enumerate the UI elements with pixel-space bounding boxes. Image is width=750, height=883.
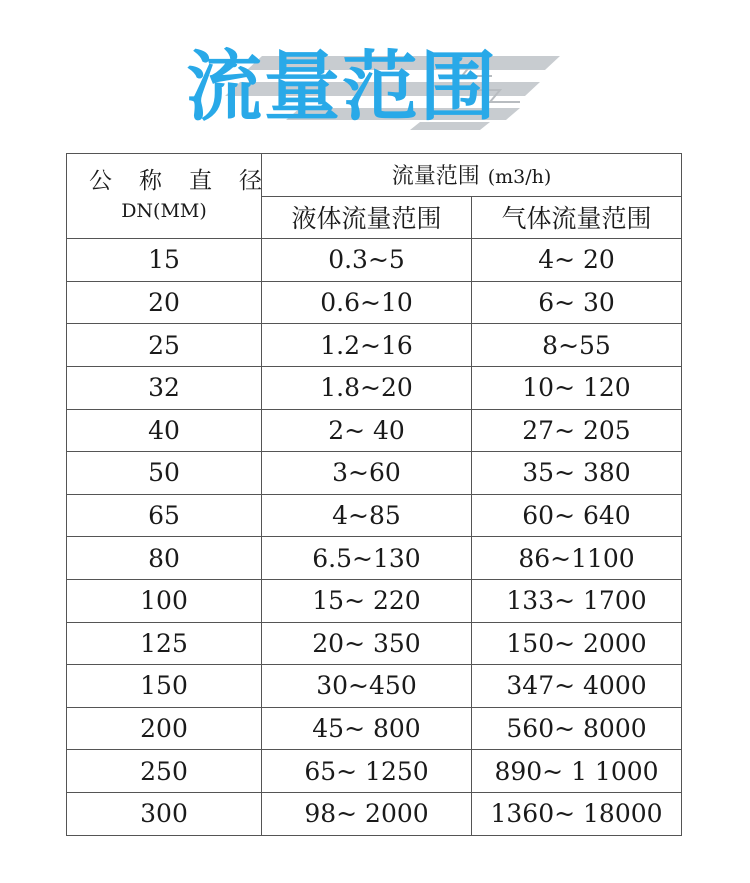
table-row [67,366,682,409]
gas-header-cell: 气体流量范围 [472,196,682,239]
table-row [67,494,682,537]
table-row [67,324,682,367]
header-row-top [67,154,682,197]
gas-range-cell: 560~ 8000 [472,707,682,750]
dn-cell: 15 [67,239,262,282]
dn-cell: 65 [67,494,262,537]
liquid-range-cell: 20~ 350 [262,622,472,665]
dn-cell: 20 [67,281,262,324]
table-row [67,750,682,793]
dn-cell: 300 [67,792,262,835]
gas-range-cell: 60~ 640 [472,494,682,537]
gas-range-cell: 10~ 120 [472,366,682,409]
liquid-range-cell: 45~ 800 [262,707,472,750]
dn-cell: 200 [67,707,262,750]
liquid-range-cell: 0.6~10 [262,281,472,324]
flow-header-unit: (m3/h) [487,166,552,189]
dn-cell: 250 [67,750,262,793]
liquid-range-cell: 30~450 [262,665,472,708]
liquid-range-cell: 4~85 [262,494,472,537]
table-row [67,792,682,835]
flow-table-body [67,154,682,836]
table-row [67,537,682,580]
gas-range-cell: 890~ 1 1000 [472,750,682,793]
table-row [67,707,682,750]
title-banner [0,36,750,136]
dn-cell: 100 [67,579,262,622]
table-row [67,239,682,282]
liquid-range-cell: 1.2~16 [262,324,472,367]
gas-range-cell: 1360~ 18000 [472,792,682,835]
dn-cell: 50 [67,452,262,495]
dn-cell: 150 [67,665,262,708]
liquid-range-cell: 98~ 2000 [262,792,472,835]
liquid-range-cell: 6.5~130 [262,537,472,580]
gas-range-cell: 86~1100 [472,537,682,580]
flow-header-cell [262,154,682,197]
table-row [67,409,682,452]
table-row [67,579,682,622]
dn-header-label: 公称直径 [89,168,289,195]
liquid-range-cell: 15~ 220 [262,579,472,622]
gas-range-cell: 347~ 4000 [472,665,682,708]
dn-cell: 40 [67,409,262,452]
gas-range-cell: 4~ 20 [472,239,682,282]
gas-range-cell: 150~ 2000 [472,622,682,665]
liquid-range-cell: 2~ 40 [262,409,472,452]
dn-cell: 125 [67,622,262,665]
liquid-range-cell: 3~60 [262,452,472,495]
table-row [67,622,682,665]
dn-cell: 32 [67,366,262,409]
liquid-header-cell: 液体流量范围 [262,196,472,239]
gas-range-cell: 35~ 380 [472,452,682,495]
liquid-range-cell: 1.8~20 [262,366,472,409]
liquid-range-cell: 0.3~5 [262,239,472,282]
gas-range-cell: 133~ 1700 [472,579,682,622]
gas-range-cell: 6~ 30 [472,281,682,324]
flow-range-table [66,153,682,836]
gas-range-cell: 27~ 205 [472,409,682,452]
dn-header-unit: DN(MM) [121,200,207,223]
table-row [67,281,682,324]
page-title: 流量范围 [186,42,498,131]
liquid-range-cell: 65~ 1250 [262,750,472,793]
dn-cell: 80 [67,537,262,580]
flow-header-label: 流量范围 [391,164,480,190]
dn-header-cell [67,154,289,239]
table-row [67,665,682,708]
table-row [67,452,682,495]
dn-cell: 25 [67,324,262,367]
gas-range-cell: 8~55 [472,324,682,367]
